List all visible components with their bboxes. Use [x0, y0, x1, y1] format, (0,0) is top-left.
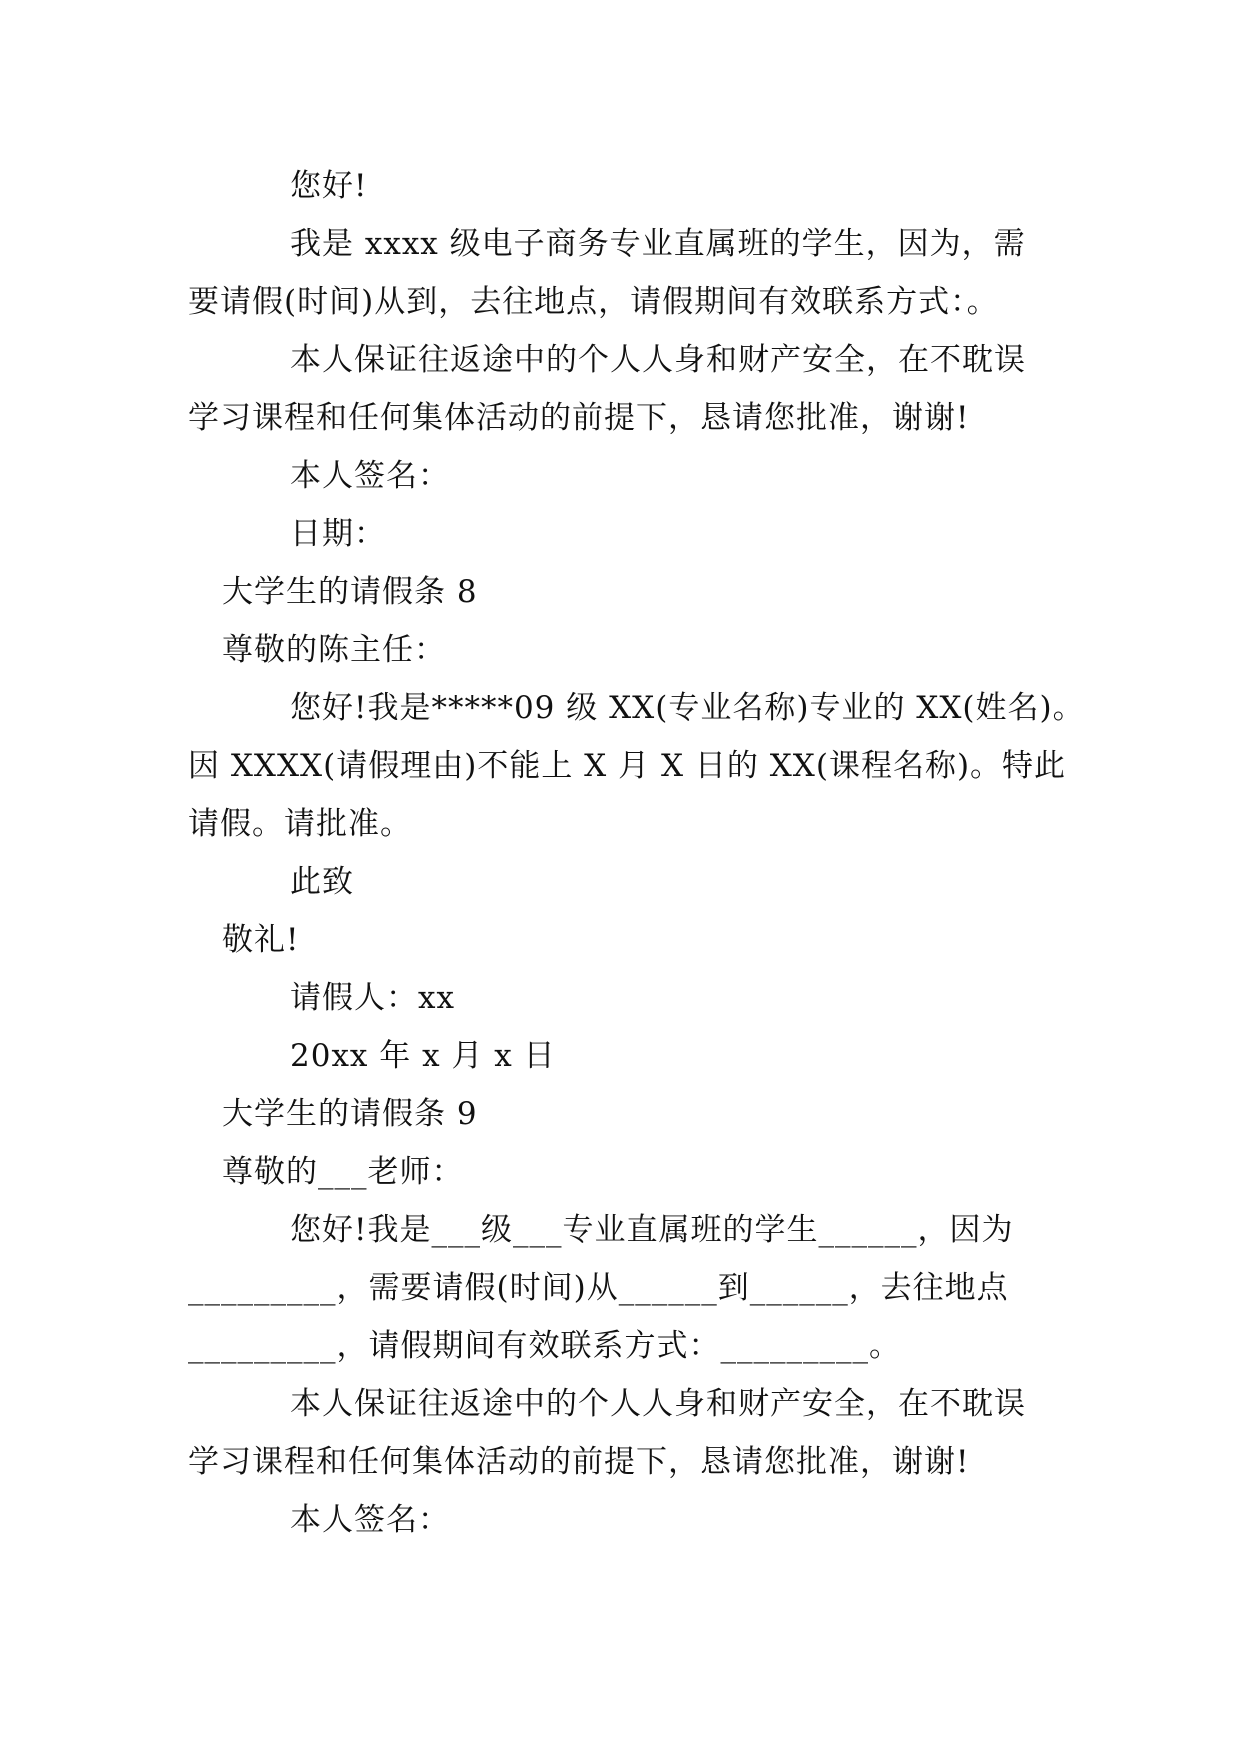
date-line: 20xx 年 x 月 x 日: [290, 1038, 556, 1074]
body-line: 因 XXXX(请假理由)不能上 X 月 X 日的 XX(课程名称)。特此: [188, 748, 1067, 784]
section-heading: 大学生的请假条 8: [222, 574, 478, 610]
body-line: 您好!我是___级___专业直属班的学生______，因为: [290, 1212, 1014, 1248]
salutation-line: 尊敬的陈主任：: [222, 632, 446, 668]
signature-line: 本人签名：: [290, 458, 450, 494]
body-line: 请假。请批准。: [188, 806, 412, 842]
body-line: 学习课程和任何集体活动的前提下，恳请您批准，谢谢!: [188, 400, 970, 436]
body-line: 我是 xxxx 级电子商务专业直属班的学生，因为，需: [290, 226, 1026, 262]
requester-line: 请假人：xx: [290, 980, 455, 1016]
body-line: _________，请假期间有效联系方式：_________。: [188, 1328, 901, 1364]
closing-line: 此致: [290, 864, 354, 900]
salutation-line: 尊敬的___老师：: [222, 1154, 464, 1190]
body-line: 本人保证往返途中的个人人身和财产安全，在不耽误: [290, 1386, 1026, 1422]
section-heading: 大学生的请假条 9: [222, 1096, 478, 1132]
date-line: 日期：: [290, 516, 386, 552]
signature-line: 本人签名：: [290, 1502, 450, 1538]
body-line: 要请假(时间)从到，去往地点，请假期间有效联系方式：。: [188, 284, 999, 320]
body-line: 您好!我是*****09 级 XX(专业名称)专业的 XX(姓名)。: [290, 690, 1085, 726]
closing-line: 敬礼!: [222, 922, 300, 958]
body-line: _________，需要请假(时间)从______到______，去往地点: [188, 1270, 1009, 1306]
greeting-line: 您好!: [290, 168, 368, 204]
body-line: 本人保证往返途中的个人人身和财产安全，在不耽误: [290, 342, 1026, 378]
body-line: 学习课程和任何集体活动的前提下，恳请您批准，谢谢!: [188, 1444, 970, 1480]
